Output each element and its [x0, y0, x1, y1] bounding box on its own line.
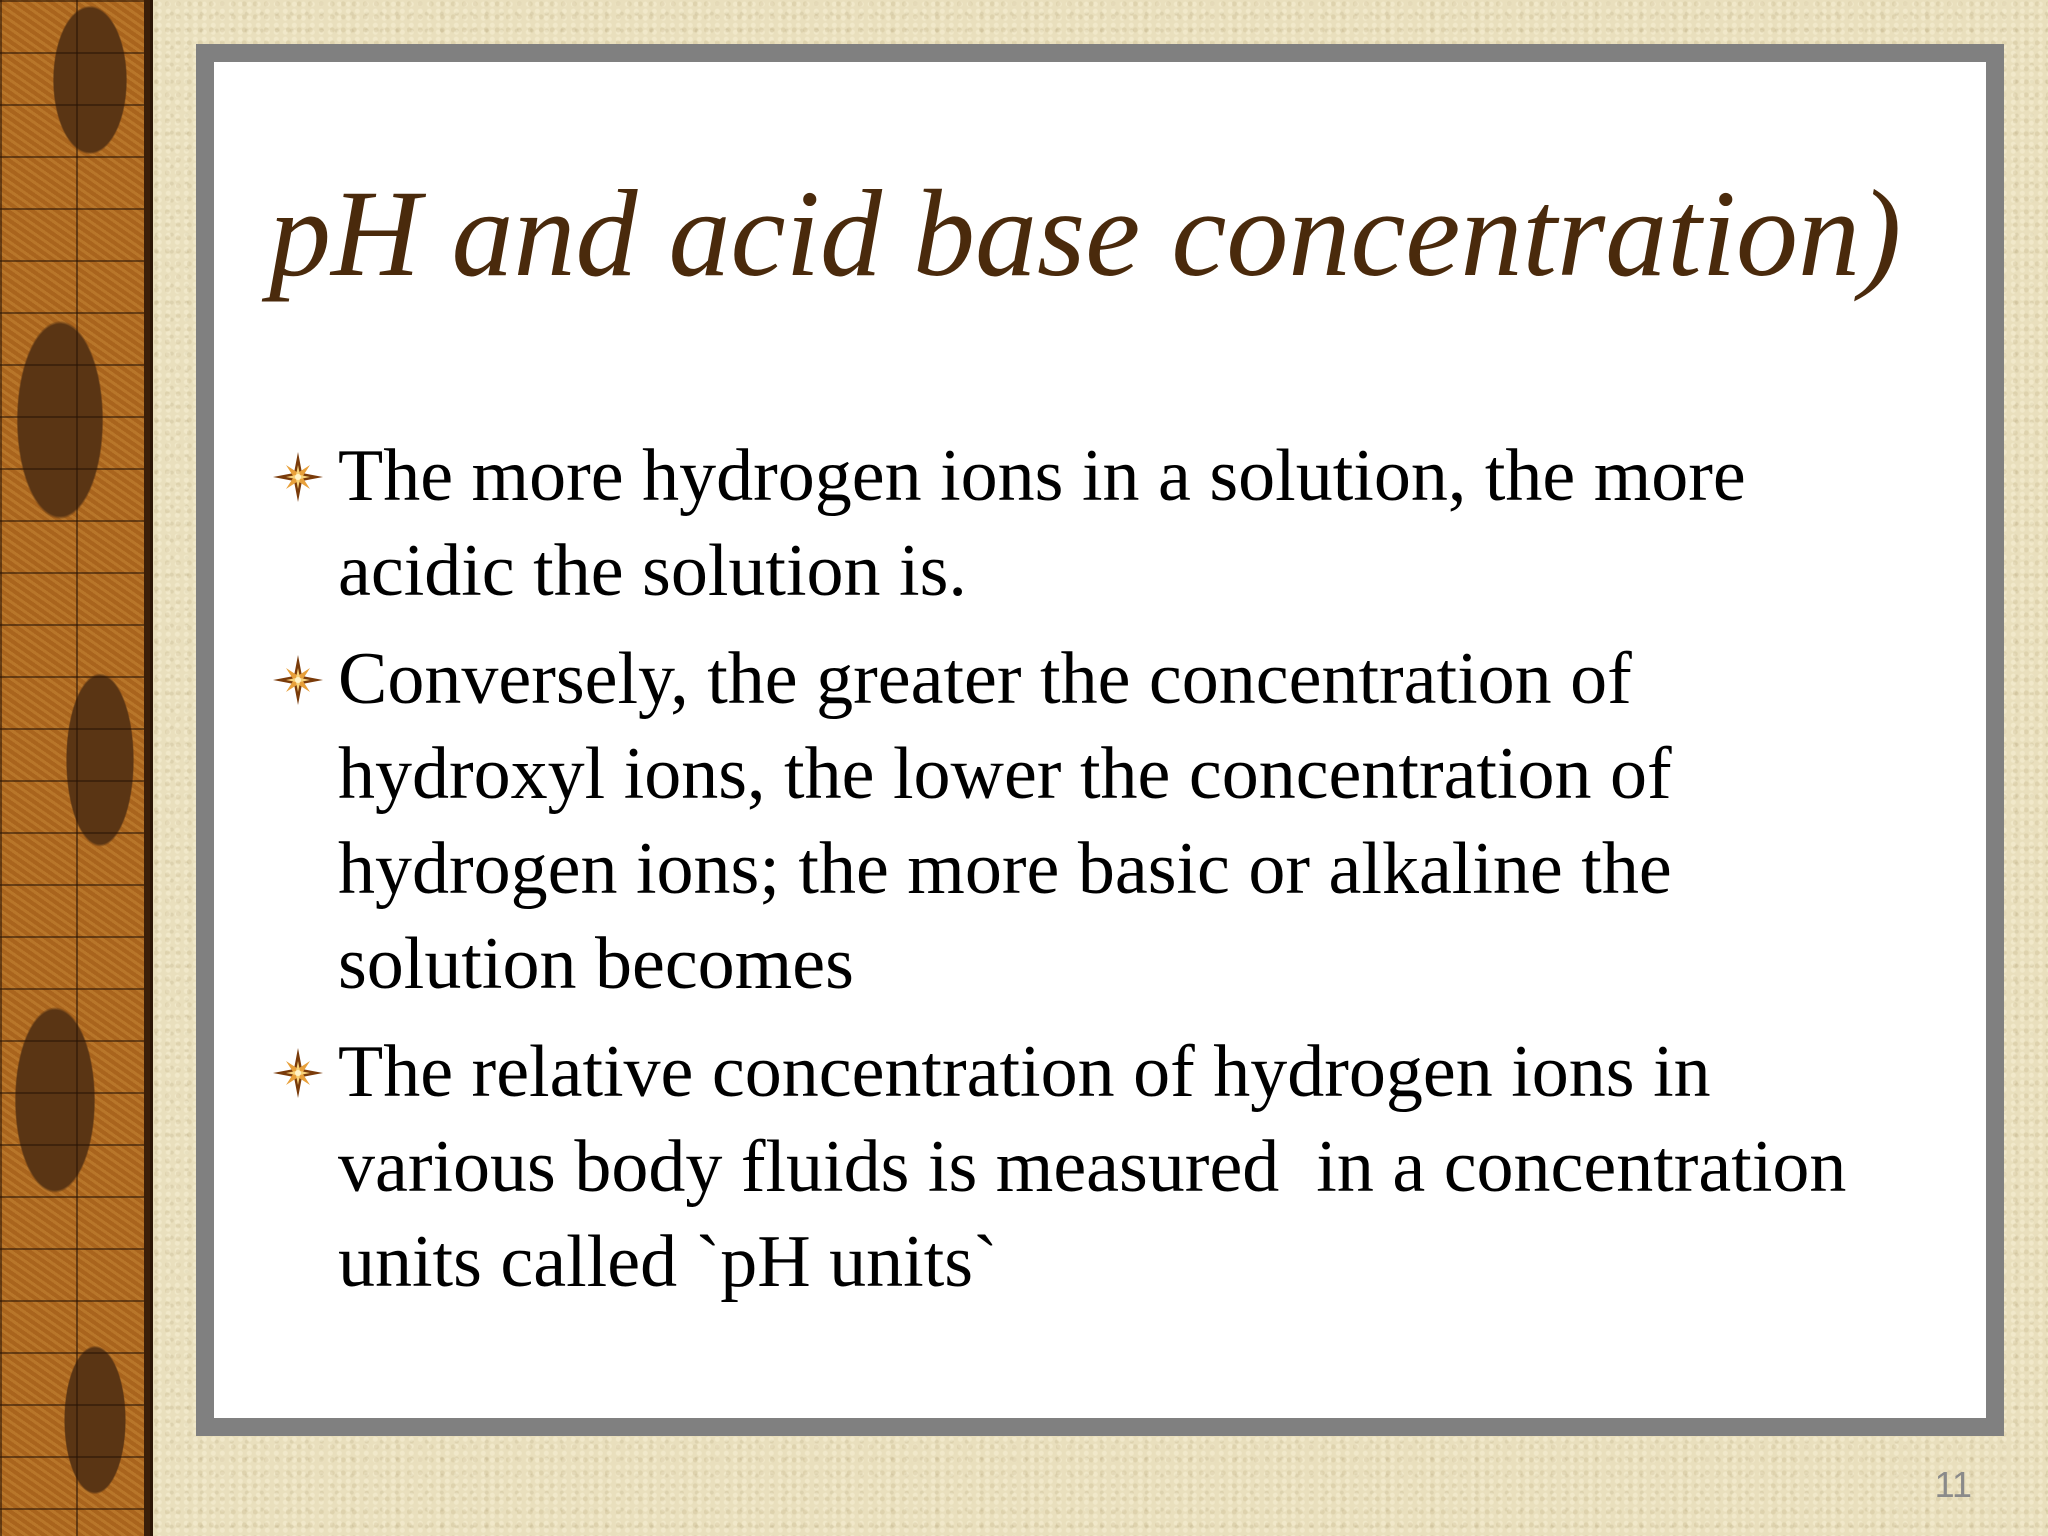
bullet-line: solution becomes [338, 923, 854, 1005]
bullet-line: hydrogen ions; the more basic or alkaline the [338, 828, 1672, 910]
slide-number: 11 [1934, 1464, 1972, 1505]
starburst-bullet-icon [272, 451, 324, 503]
bullet-line: units called `pH units` [338, 1221, 998, 1303]
bullet-item [266, 632, 1966, 1012]
slide-title: pH and acid base concentration) [269, 165, 1902, 302]
bullet-item [266, 429, 1966, 619]
slide-content-box [196, 44, 2004, 1436]
decorative-side-strip [0, 0, 153, 1536]
starburst-bullet-icon [272, 1047, 324, 1099]
bullet-line: various body fluids is measured in a concentration [338, 1126, 1847, 1208]
bullet-line: hydroxyl ions, the lower the concentration of [338, 733, 1672, 815]
bullet-line: The relative concentration of hydrogen ions in [338, 1031, 1711, 1113]
bullet-line: acidic the solution is. [338, 530, 967, 612]
starburst-bullet-icon [272, 654, 324, 706]
bullet-item [266, 1025, 1966, 1310]
bullet-list [266, 429, 1966, 1323]
bullet-line: Conversely, the greater the concentration of [338, 638, 1632, 720]
bullet-line: The more hydrogen ions in a solution, the more [338, 435, 1746, 517]
